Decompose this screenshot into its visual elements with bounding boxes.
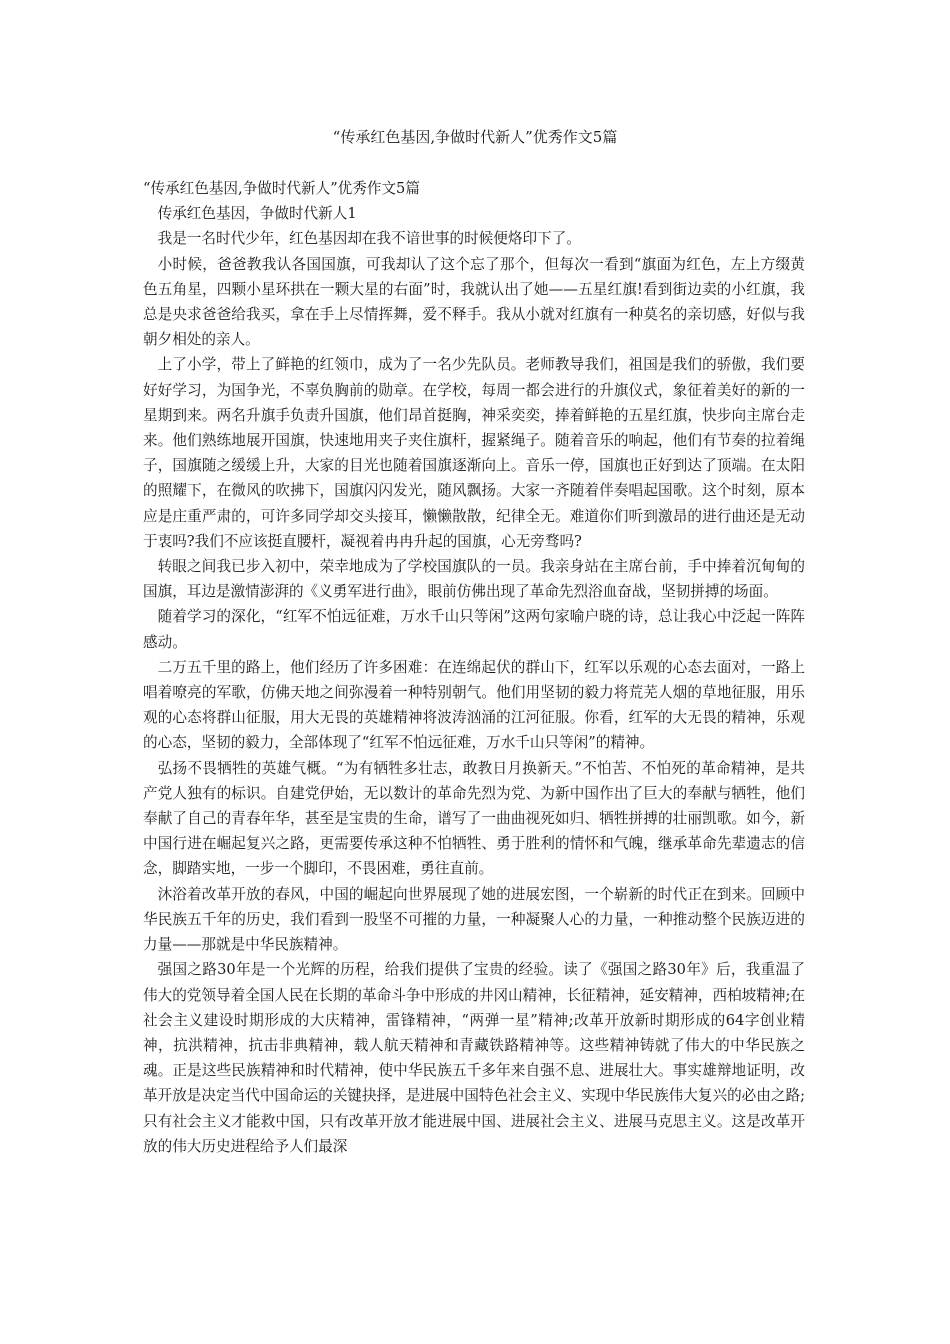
paragraph: 弘扬不畏牺牲的英雄气概。“为有牺牲多壮志，敢教日月换新天。”不怕苦、不怕死的革命精神，是共产党人独有的标识。自建党伊始，无以数计的革命先烈为党、为新中国作出了巨大的奉献与牺牲，他们奉献了自己的青春年华，甚至是宝贵的生命，谱写了一曲曲视死如归、牺牲拼搏的壮丽凯歌。如今，新中国行进在崛起复兴之路，更需要传承这种不怕牺牲、勇于胜利的情怀和气魄，继承革命先辈遗志的信念，脚踏实地，一步一个脚印，不畏困难，勇往直前。 <box>143 759 805 878</box>
paragraph-heading: “传承红色基因,争做时代新人”优秀作文5篇 <box>143 180 420 197</box>
paragraph: 强国之路30年是一个光辉的历程，给我们提供了宝贵的经验。读了《强国之路30年》后，我重温了伟大的党领导着全国人民在长期的革命斗争中形成的井冈山精神，长征精神，延安精神，西柏坡精神;在社会主义建设时期形成的大庆精神，雷锋精神，“两弹一星”精神;改革开放新时期形成的64字创业精神，抗洪精神，抗击非典精神，载人航天精神和青藏铁路精神等。这些精神铸就了伟大的中华民族之魂。正是这些民族精神和时代精神，使中华民族五千多年来自强不息、进展壮大。事实雄辩地证明，改革开放是决定当代中国命运的关键抉择，是进展中国特色社会主义、实现中华民族伟大复兴的必由之路;只有社会主义才能救中国，只有改革开放才能进展中国、进展社会主义、进展马克思主义。这是改革开放的伟大历史进程给予人们最深 <box>143 961 805 1155</box>
paragraph: 上了小学，带上了鲜艳的红领巾，成为了一名少先队员。老师教导我们，祖国是我们的骄傲，我们要好好学习，为国争光，不辜负胸前的勋章。在学校，每周一都会进行的升旗仪式，象征着美好的新的一星期到来。两名升旗手负责升国旗，他们昂首挺胸，神采奕奕，捧着鲜艳的五星红旗，快步向主席台走来。他们熟练地展开国旗，快速地用夹子夹住旗杆，握紧绳子。随着音乐的响起，他们有节奏的拉着绳子，国旗随之缓缓上升，大家的目光也随着国旗逐渐向上。音乐一停，国旗也正好到达了顶端。在太阳的照耀下，在微风的吹拂下，国旗闪闪发光，随风飘扬。大家一齐随着伴奏唱起国歌。这个时刻，原本应是庄重严肃的，可许多同学却交头接耳，懒懒散散，纪律全无。难道你们听到激昂的进行曲还是无动于衷吗?我们不应该挺直腰杆，凝视着冉冉升起的国旗，心无旁骛吗? <box>143 356 805 550</box>
paragraph: 我是一名时代少年，红色基因却在我不谙世事的时候便烙印下了。 <box>157 230 581 248</box>
paragraph: 二万五千里的路上，他们经历了许多困难：在连绵起伏的群山下，红军以乐观的心态去面对，一路上唱着嘹亮的军歌，仿佛天地之间弥漫着一种特别朝气。他们用坚韧的毅力将荒芜人烟的草地征服，用乐观的心态将群山征服，用大无畏的英雄精神将波涛汹涌的江河征服。你看，红军的大无畏的精神，乐观的心态，坚韧的毅力，全部体现了“红军不怕远征难，万水千山只等闲”的精神。 <box>143 658 805 752</box>
document-title: “传承红色基因,争做时代新人”优秀作文5篇 <box>332 128 618 146</box>
document-body <box>143 176 805 1159</box>
paragraph: 小时候，爸爸教我认各国国旗，可我却认了这个忘了那个，但每次一看到“旗面为红色，左上方缀黄色五角星，四颗小星环拱在一颗大星的右面”时，我就认出了她——五星红旗!看到街边卖的小红旗，我总是央求爸爸给我买，拿在手上尽情挥舞，爱不释手。我从小就对红旗有一种莫名的亲切感，好似与我朝夕相处的亲人。 <box>143 255 805 349</box>
paragraph: 随着学习的深化，“红军不怕远征难，万水千山只等闲”这两句家喻户晓的诗，总让我心中泛起一阵阵感动。 <box>143 608 805 651</box>
paragraph: 转眼之间我已步入初中，荣幸地成为了学校国旗队的一员。我亲身站在主席台前，手中捧着沉甸甸的国旗，耳边是激情澎湃的《义勇军进行曲》，眼前仿佛出现了革命先烈浴血奋战，坚韧拼搏的场面。 <box>143 558 805 601</box>
paragraph: 沐浴着改革开放的春风，中国的崛起向世界展现了她的进展宏图，一个崭新的时代正在到来。回顾中华民族五千年的历史，我们看到一股坚不可摧的力量，一种凝聚人心的力量，一种推动整个民族迈进的力量——那就是中华民族精神。 <box>143 885 805 954</box>
paragraph-subheading: 传承红色基因，争做时代新人1 <box>157 205 357 223</box>
